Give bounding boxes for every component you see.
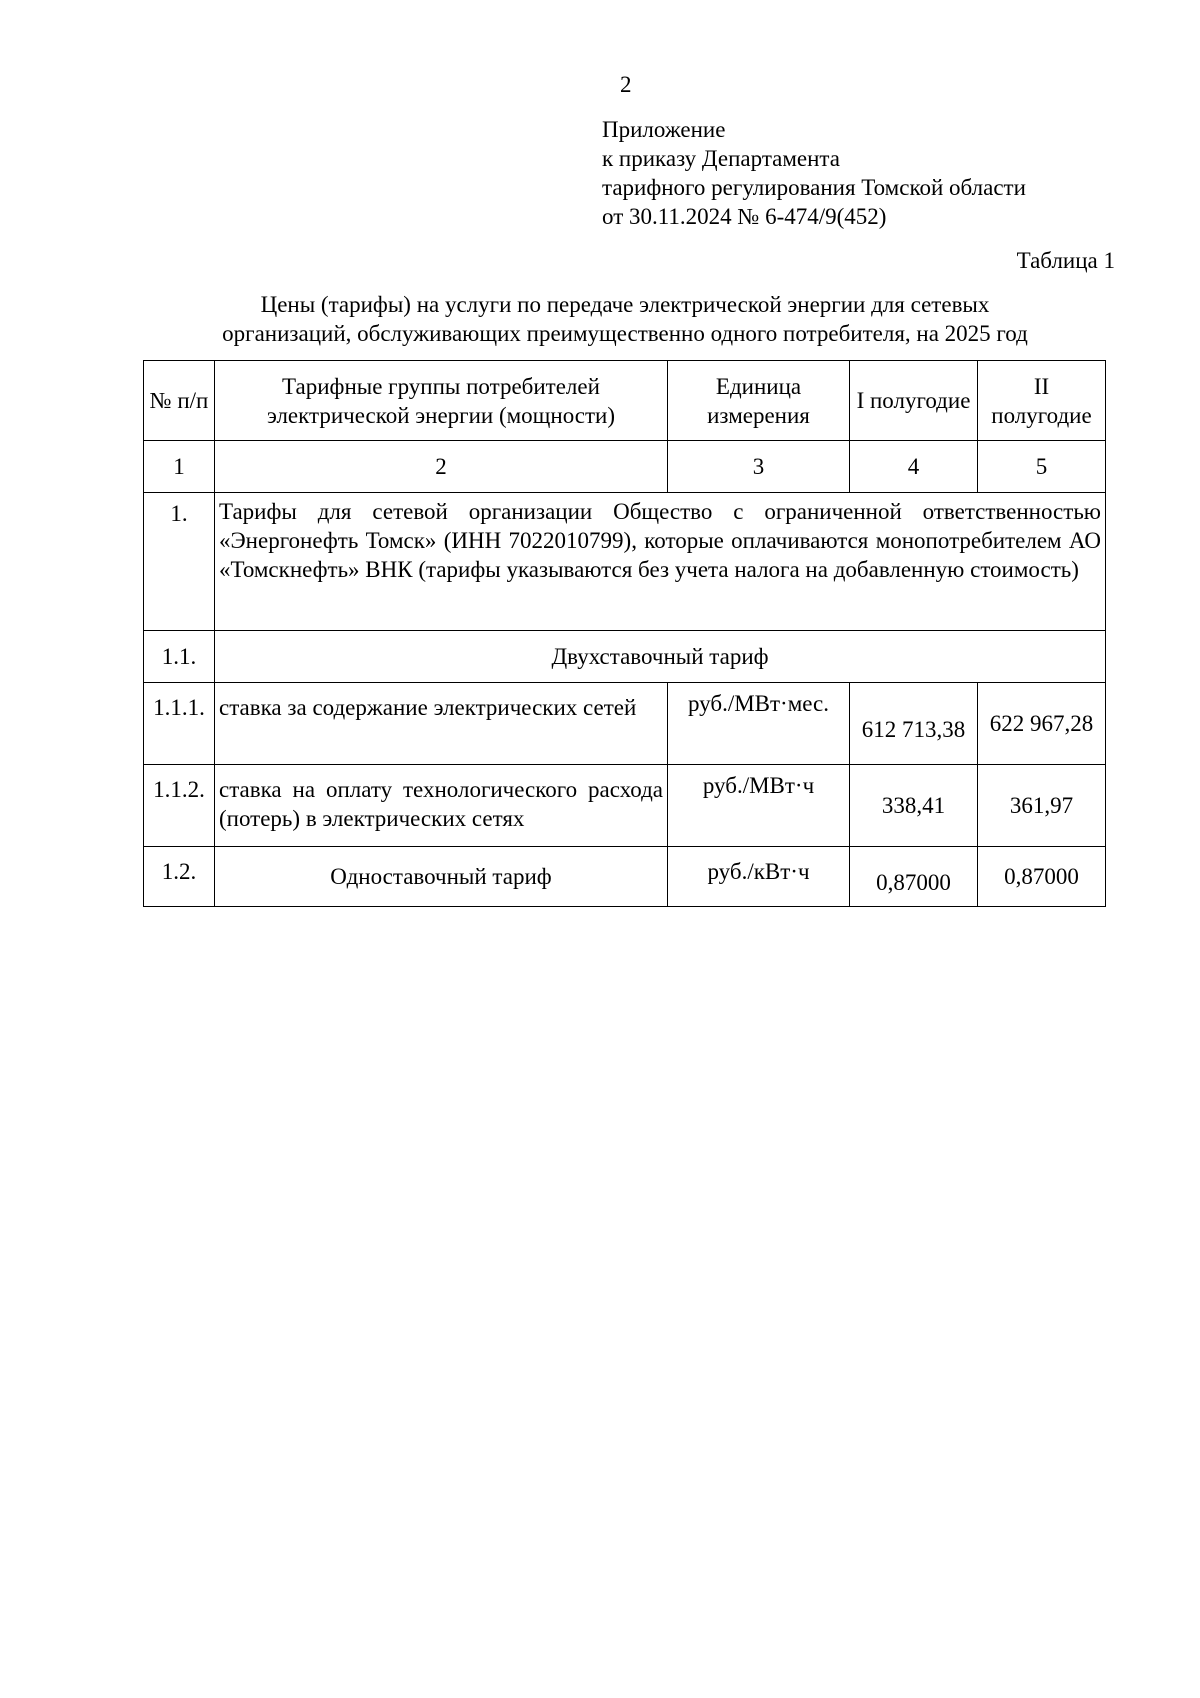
column-number: 5: [978, 441, 1106, 493]
table-label: Таблица 1: [1016, 248, 1115, 273]
row-value-h1: 338,41: [850, 765, 978, 847]
table-row: [144, 765, 1106, 847]
column-number: 4: [850, 441, 978, 493]
subsection-number: 1.1.: [144, 631, 215, 683]
appendix-line: тарифного регулирования Томской области: [602, 175, 1026, 200]
row-number: 1.2.: [144, 847, 215, 907]
row-number: 1.1.2.: [144, 765, 215, 847]
column-number: 2: [215, 441, 668, 493]
row-name: ставка за содержание электрических сетей: [215, 683, 668, 765]
table-row: [144, 683, 1106, 765]
table-title: [140, 290, 1110, 348]
header-cell-group: Тарифные группы потребителей электрической энергии (мощности): [215, 361, 668, 441]
column-number: 1: [144, 441, 215, 493]
appendix-line: Приложение: [602, 117, 726, 142]
table-title-line: Цены (тарифы) на услуги по передаче электрической энергии для сетевых: [260, 292, 990, 317]
appendix-line: от 30.11.2024 № 6-474/9(452): [602, 204, 887, 229]
appendix-line: к приказу Департамента: [602, 146, 840, 171]
subsection-text: Двухставочный тариф: [215, 631, 1106, 683]
header-cell-h1: I полугодие: [850, 361, 978, 441]
row-name: Одноставочный тариф: [215, 847, 668, 907]
row-value-h1: 0,87000: [850, 847, 978, 907]
section-text: Тарифы для сетевой организации Общество с ограниченной ответственностью «Энергонефть Томск» (ИНН 7022010799), которые оплачиваются монопотребителем АО «Томскнефть» ВНК (тарифы указываются без учета налога на добавленную стоимость): [215, 493, 1106, 631]
row-unit: руб./МВт·ч: [668, 765, 850, 847]
column-number-row: [144, 441, 1106, 493]
table-header-row: [144, 361, 1106, 441]
page-number: 2: [620, 72, 632, 97]
table-title-line: организаций, обслуживающих преимущественно одного потребителя, на 2025 год: [222, 321, 1028, 346]
row-name: ставка на оплату технологического расхода (потерь) в электрических сетях: [215, 765, 668, 847]
table-row: [144, 847, 1106, 907]
header-cell-h2: II полугодие: [978, 361, 1106, 441]
tariff-table: [143, 360, 1106, 907]
row-unit: руб./МВт·мес.: [668, 683, 850, 765]
subsection-row: [144, 631, 1106, 683]
header-cell-num: № п/п: [144, 361, 215, 441]
section-row: [144, 493, 1106, 631]
row-unit: руб./кВт·ч: [668, 847, 850, 907]
row-number: 1.1.1.: [144, 683, 215, 765]
section-number: 1.: [144, 493, 215, 631]
header-cell-unit: Единица измерения: [668, 361, 850, 441]
row-value-h2: 622 967,28: [978, 683, 1106, 765]
column-number: 3: [668, 441, 850, 493]
row-value-h1: 612 713,38: [850, 683, 978, 765]
row-value-h2: 0,87000: [978, 847, 1106, 907]
row-value-h2: 361,97: [978, 765, 1106, 847]
appendix-heading: [602, 115, 1026, 231]
